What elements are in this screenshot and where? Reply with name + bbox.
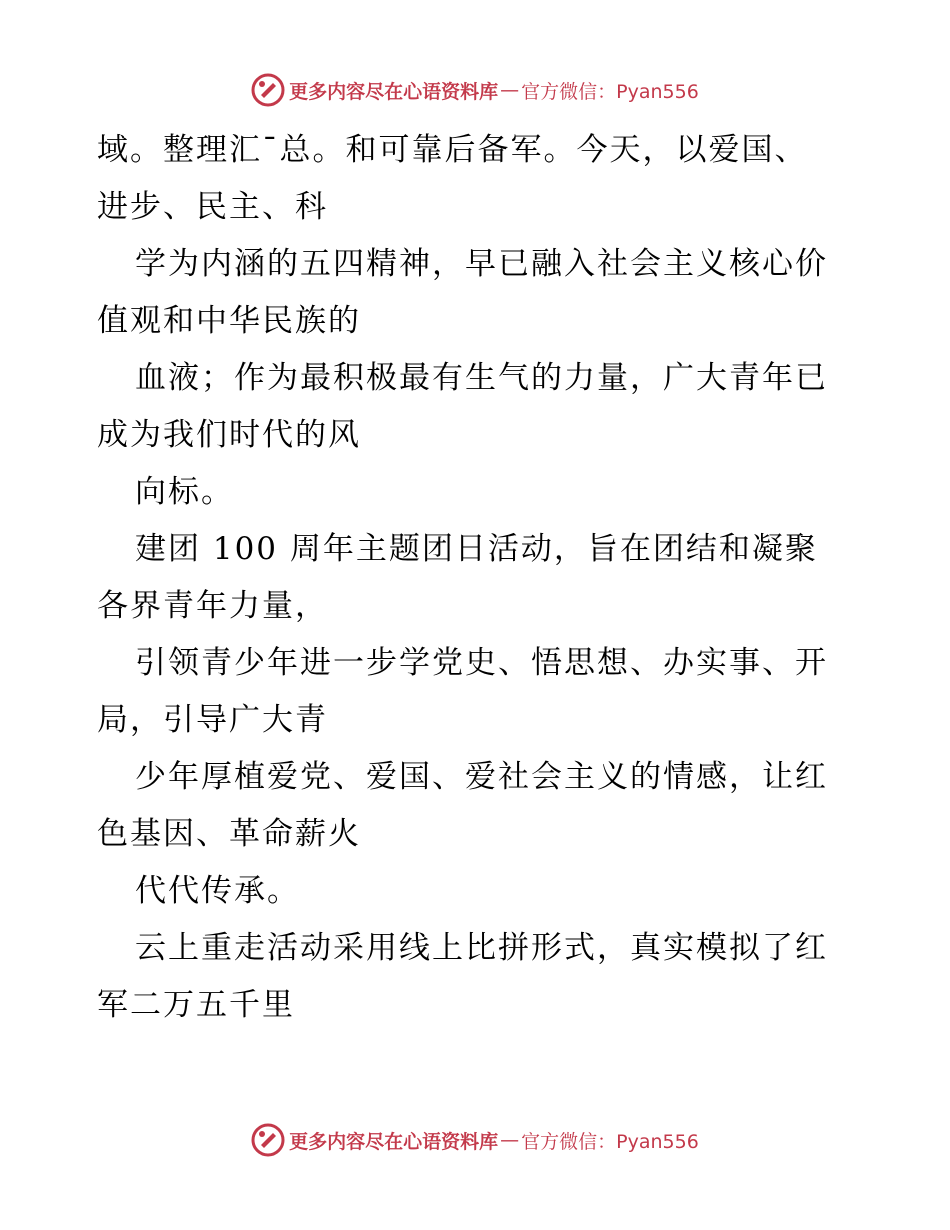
footer-ad-text: 更多内容尽在心语资料库 [289,1130,499,1153]
text-line: 值观和中华民族的 [97,303,361,339]
footer-watermark-banner [0,1120,950,1160]
text-line: 学为内涵的五四精神，早已融入社会主义核心价 [135,246,828,282]
text-line: 各界青年力量， [97,588,328,624]
header-watermark-banner [0,70,950,110]
footer-separator: — [500,1129,520,1151]
text-line: 军二万五千里 [97,987,295,1023]
document-body [97,122,857,1034]
text-line: 向标。 [135,474,234,510]
text-line: 成为我们时代的风 [97,417,361,453]
header-wechat-text: 官方微信：Pyan556 [521,80,699,103]
header-ad-text: 更多内容尽在心语资料库 [289,80,499,103]
text-line: 少年厚植爱党、爱国、爱社会主义的情感，让红 [135,759,828,795]
brand-logo-icon [251,73,285,107]
text-line: 域。整理汇¯总。和可靠后备军。今天，以爱国、 [97,132,808,168]
text-line: 引领青少年进一步学党史、悟思想、办实事、开 [135,645,828,681]
brand-logo-icon [251,1123,285,1157]
text-line: 局，引导广大青 [97,702,328,738]
text-line: 进步、民主、科 [97,189,328,225]
text-line: 血液；作为最积极最有生气的力量，广大青年已 [135,360,828,396]
text-line: 色基因、革命薪火 [97,816,361,852]
text-line: 云上重走活动采用线上比拼形式，真实模拟了红 [135,930,828,966]
text-line: 建团 100 周年主题团日活动，旨在团结和凝聚 [135,531,818,567]
text-line: 代代传承。 [135,873,300,909]
header-separator: — [500,79,520,101]
footer-wechat-text: 官方微信：Pyan556 [521,1130,699,1153]
